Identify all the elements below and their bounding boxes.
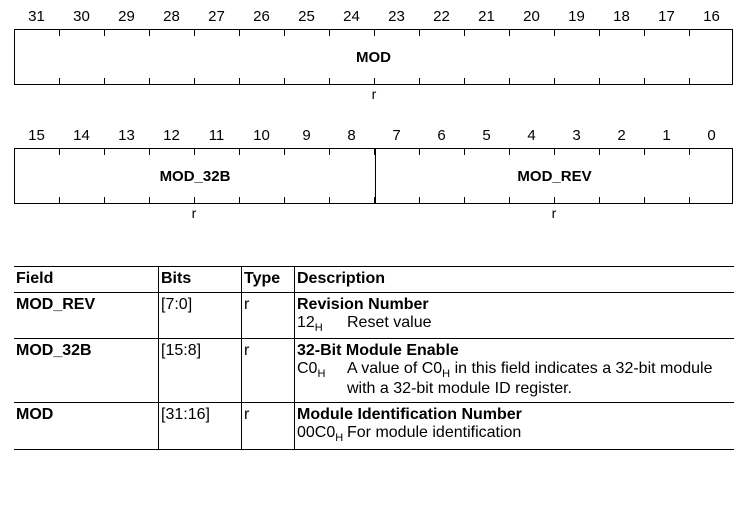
bit-number: 31	[28, 8, 45, 25]
field-mod: MOD	[356, 48, 391, 66]
bit-tick	[464, 197, 465, 204]
bit-number: 23	[388, 8, 405, 25]
bit-tick	[689, 148, 690, 155]
bit-number: 18	[613, 8, 630, 25]
bit-tick	[284, 29, 285, 36]
bit-tick	[284, 78, 285, 85]
bit-tick	[554, 148, 555, 155]
description-title: 32-Bit Module Enable	[297, 342, 459, 360]
bit-number: 29	[118, 8, 135, 25]
bit-tick	[374, 148, 375, 155]
value-row	[297, 360, 732, 398]
bit-number: 3	[572, 127, 581, 144]
bit-tick	[329, 78, 330, 85]
bit-number: 30	[73, 8, 90, 25]
bit-tick	[644, 29, 645, 36]
bit-tick	[509, 148, 510, 155]
bit-tick	[599, 148, 600, 155]
table-row	[14, 403, 734, 449]
lower-bit-numbers	[14, 126, 734, 146]
bit-tick	[59, 197, 60, 204]
value-text: Reset value	[347, 314, 432, 331]
bit-tick	[149, 29, 150, 36]
bit-tick	[419, 29, 420, 36]
bit-number: 21	[478, 8, 495, 25]
header-field: Field	[14, 267, 159, 293]
bit-tick	[59, 29, 60, 36]
bit-number: 4	[527, 127, 536, 144]
bit-number: 5	[482, 127, 491, 144]
header-description: Description	[295, 267, 735, 293]
bit-tick	[284, 148, 285, 155]
value-text: A value of $C0_H$ in this field indicates a 32-bit module with a 32-bit module ID register.	[347, 360, 713, 398]
bit-number: 19	[568, 8, 585, 25]
header-bits: Bits	[159, 267, 242, 293]
bit-number: 15	[28, 127, 45, 144]
value-code: $C0_H$	[297, 360, 326, 381]
bit-number: 10	[253, 127, 270, 144]
row-type: r	[242, 339, 295, 403]
bit-number: 7	[392, 127, 401, 144]
bit-tick	[284, 197, 285, 204]
row-bits: [15:8]	[159, 339, 242, 403]
bit-tick	[509, 78, 510, 85]
bit-number: 14	[73, 127, 90, 144]
bit-tick	[149, 197, 150, 204]
header-type: Type	[242, 267, 295, 293]
bit-number: 8	[347, 127, 356, 144]
bit-tick	[329, 197, 330, 204]
bit-tick	[464, 148, 465, 155]
bit-tick	[329, 148, 330, 155]
bit-number: 26	[253, 8, 270, 25]
field-mod-access: r	[371, 86, 377, 102]
bit-tick	[374, 29, 375, 36]
bit-tick	[509, 197, 510, 204]
row-type: r	[242, 293, 295, 339]
bit-tick	[464, 29, 465, 36]
bit-tick	[59, 148, 60, 155]
bit-tick	[104, 29, 105, 36]
bit-tick	[104, 197, 105, 204]
bit-tick	[554, 78, 555, 85]
row-type: r	[242, 403, 295, 449]
value-text: For module identification	[347, 424, 522, 442]
bit-number: 12	[163, 127, 180, 144]
bit-tick	[599, 197, 600, 204]
bit-tick	[554, 197, 555, 204]
row-bits: [7:0]	[159, 293, 242, 339]
value-row	[297, 424, 732, 444]
bit-number: 20	[523, 8, 540, 25]
field-mod-32b: MOD_32B	[159, 167, 231, 185]
bit-tick	[419, 78, 420, 85]
row-field: MOD_32B	[14, 339, 159, 403]
bit-number: 9	[302, 127, 311, 144]
bit-tick	[419, 197, 420, 204]
bit-tick	[194, 148, 195, 155]
bit-tick	[554, 29, 555, 36]
bit-number: 11	[208, 127, 225, 144]
bit-tick	[689, 29, 690, 36]
bit-tick	[149, 148, 150, 155]
row-description	[295, 339, 735, 403]
bit-tick	[374, 78, 375, 85]
bit-tick	[644, 78, 645, 85]
field-mod-32b-access: r	[191, 205, 197, 221]
bit-tick	[239, 78, 240, 85]
bit-tick	[59, 78, 60, 85]
bit-tick	[509, 29, 510, 36]
upper-bit-numbers	[14, 7, 734, 27]
table-row	[14, 339, 734, 403]
bit-tick	[194, 78, 195, 85]
bit-tick	[104, 78, 105, 85]
register-upper-box	[14, 29, 733, 85]
bit-tick	[104, 148, 105, 155]
bit-tick	[329, 29, 330, 36]
bit-number: 17	[658, 8, 675, 25]
row-field: MOD_REV	[14, 293, 159, 339]
bit-number: 16	[703, 8, 720, 25]
bit-tick	[689, 78, 690, 85]
bit-tick	[194, 29, 195, 36]
description-title: Module Identification Number	[297, 406, 522, 424]
bit-tick	[419, 148, 420, 155]
table-row	[14, 293, 734, 339]
bit-number: 28	[163, 8, 180, 25]
bit-number: 13	[118, 127, 135, 144]
bit-number: 2	[617, 127, 626, 144]
bit-tick	[689, 197, 690, 204]
bit-number: 22	[433, 8, 450, 25]
table-header-row	[14, 267, 734, 293]
bit-tick	[599, 78, 600, 85]
row-description	[295, 293, 735, 339]
bit-tick	[599, 29, 600, 36]
bit-number: 1	[662, 127, 671, 144]
description-title: Revision Number	[297, 296, 429, 313]
bit-number: 25	[298, 8, 315, 25]
bit-tick	[374, 197, 375, 204]
field-description-table	[14, 266, 734, 450]
bit-number: 0	[707, 127, 716, 144]
bit-tick	[239, 148, 240, 155]
value-code: $12_H$	[297, 314, 323, 335]
bit-tick	[644, 197, 645, 204]
bit-tick	[149, 78, 150, 85]
bit-tick	[644, 148, 645, 155]
bit-number: 6	[437, 127, 446, 144]
value-row	[297, 314, 732, 334]
bit-tick	[464, 78, 465, 85]
field-mod-rev: MOD_REV	[517, 167, 592, 185]
bit-tick	[239, 29, 240, 36]
bit-tick	[239, 197, 240, 204]
bit-tick	[194, 197, 195, 204]
register-lower-box	[14, 148, 733, 204]
field-mod-rev-access: r	[551, 205, 557, 221]
value-code: $00C0_H$	[297, 424, 344, 445]
row-bits: [31:16]	[159, 403, 242, 449]
bit-number: 24	[343, 8, 360, 25]
bit-number: 27	[208, 8, 225, 25]
row-field: MOD	[14, 403, 159, 449]
row-description	[295, 403, 735, 449]
